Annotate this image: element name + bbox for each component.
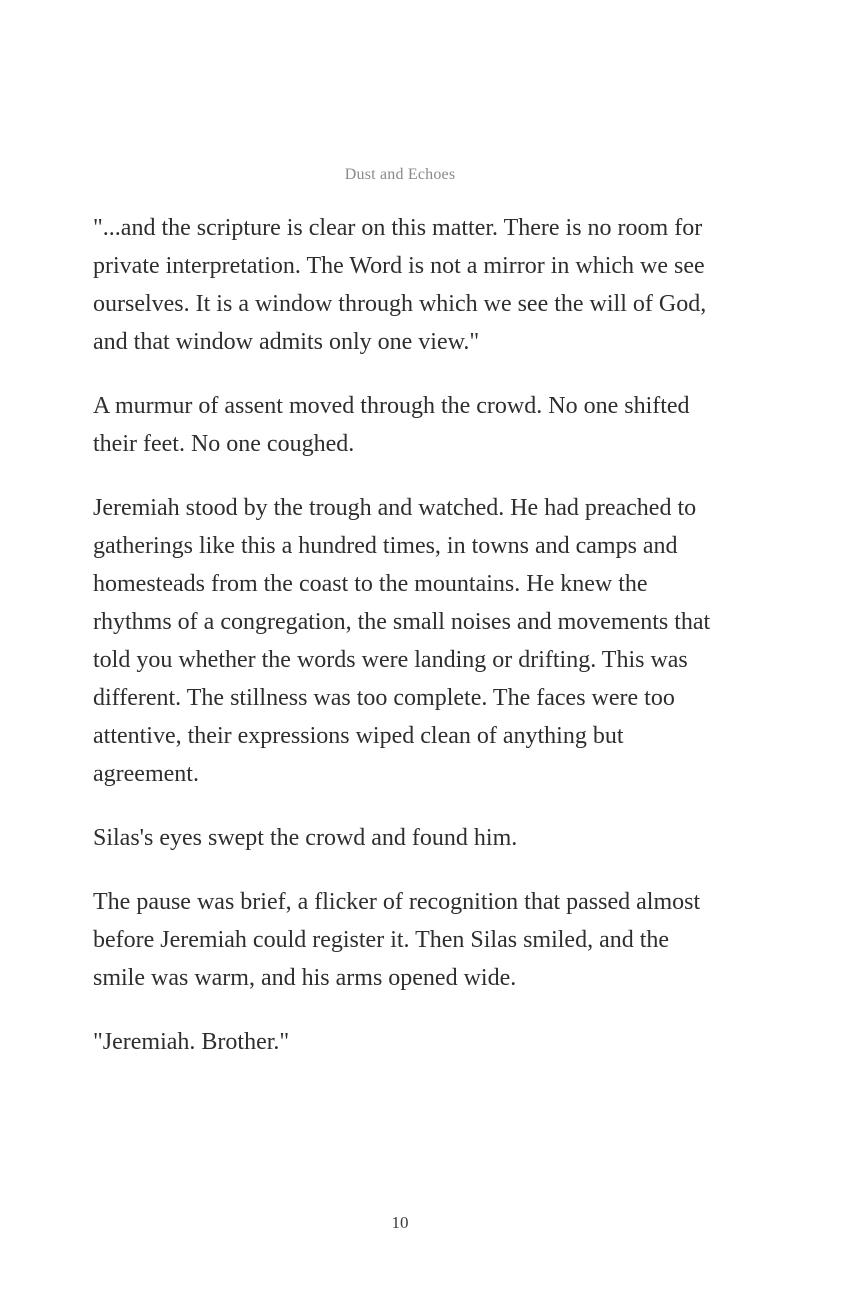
paragraph-crowd-murmur: A murmur of assent moved through the crowd. No one shifted their feet. No one coughed. [93, 393, 690, 457]
paragraph-jeremiah-watches: Jeremiah stood by the trough and watched. He had preached to gatherings like this a hundred times, in towns and camps and homesteads from the coast to the mountains. He knew the rhythms of a congregation, the small noises and movements that told you whether the words were landing or drifting. This was different. The stillness was too complete. The faces were too attentive, their expressions wiped clean of anything but agreement. [93, 495, 711, 787]
paragraph-sermon-quote: "...and the scripture is clear on this matter. There is no room for private interpretation. The Word is not a mirror in which we see ourselves. It is a window through which we see the will of God, and that window admits only one view." [93, 215, 707, 355]
page-number: 10 [391, 1213, 409, 1232]
running-header-title: Dust and Echoes [344, 166, 456, 183]
body-text [93, 209, 723, 1087]
paragraph-recognition: The pause was brief, a flicker of recognition that passed almost before Jeremiah could register it. Then Silas smiled, and the smile was warm, and his arms opened wide. [93, 889, 701, 991]
paragraph-greeting: "Jeremiah. Brother." [93, 1029, 290, 1055]
paragraph-silas-eyes: Silas's eyes swept the crowd and found him. [93, 825, 518, 851]
